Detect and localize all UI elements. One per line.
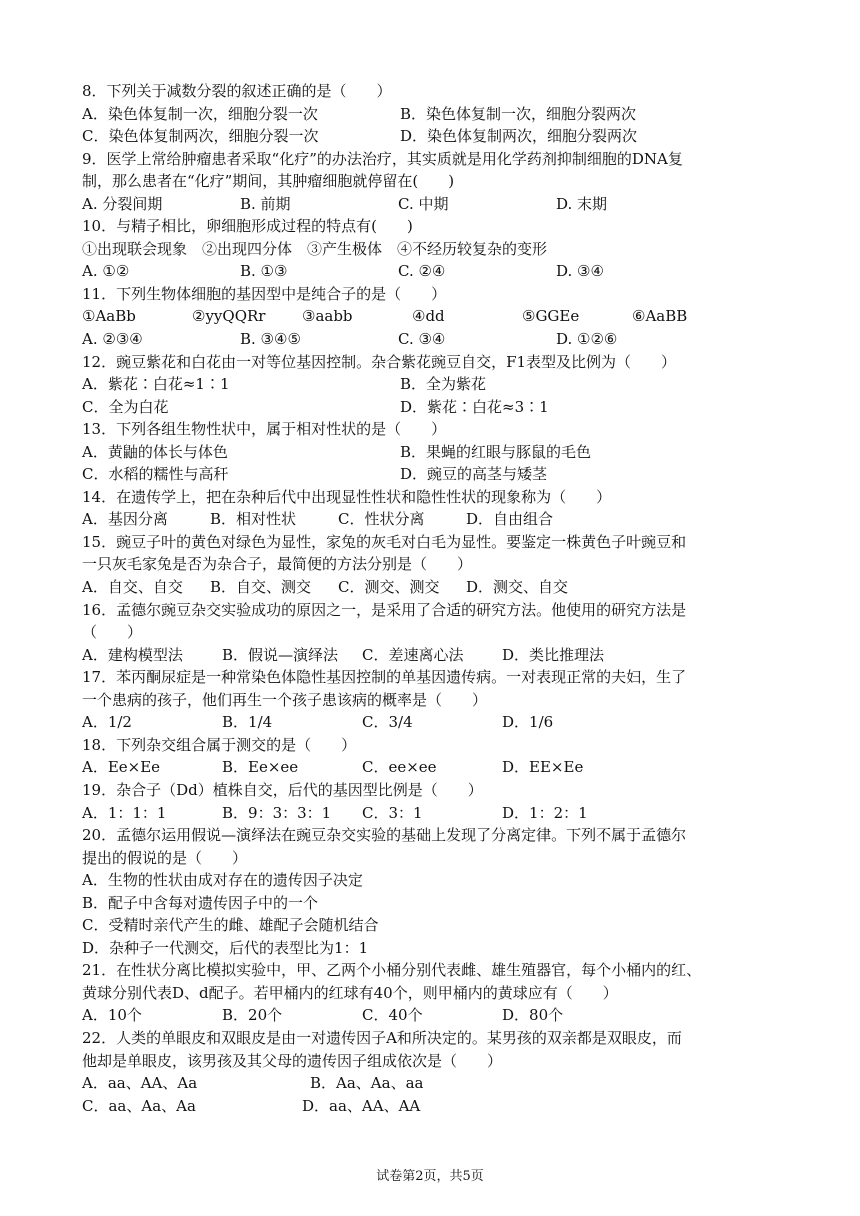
question-stem-cont: 一只灰毛家兔是否为杂合子，最简便的方法分别是（ ） [82, 555, 473, 574]
options-row [82, 1095, 782, 1118]
option-b: B. ①③ [240, 262, 288, 281]
option-d: D．1：2：1 [502, 803, 588, 822]
option-b: B. 前期 [240, 194, 291, 213]
options-row [82, 441, 782, 464]
question-19 [82, 779, 782, 824]
question-17 [82, 666, 782, 734]
option-d: D．EE×Ee [502, 758, 584, 777]
option-b: B．9：3：3：1 [222, 803, 332, 822]
question-16 [82, 599, 782, 667]
genotype-item: ①AaBb [82, 307, 136, 326]
question-stem: 8．下列关于减数分裂的叙述正确的是（ ） [82, 82, 392, 100]
options-row [82, 260, 782, 283]
question-stem-cont: 制，那么患者在“化疗”期间，其肿瘤细胞就停留在( ) [82, 172, 455, 191]
option-a: A．1/2 [82, 713, 132, 732]
options-row [82, 373, 782, 396]
question-stem-cont: 提出的假说的是（ ） [82, 848, 248, 867]
option-c: C．3/4 [362, 713, 413, 732]
question-stem: 9．医学上常给肿瘤患者采取“化疗”的办法治疗，其实质就是用化学药剂抑制细胞的DNA复 [82, 149, 683, 168]
options-row [82, 711, 782, 734]
option-a: A．1：1：1 [82, 803, 167, 822]
option-b: B．Aa、Aa、aa [310, 1074, 424, 1093]
question-stem-cont: 他却是单眼皮，该男孩及其父母的遗传因子组成依次是（ ） [82, 1051, 503, 1070]
exam-page-content [82, 80, 782, 1117]
question-11 [82, 283, 782, 351]
question-stem: 18．下列杂交组合属于测交的是（ ） [82, 735, 357, 754]
option-b: B．20个 [222, 1006, 283, 1025]
option-d: D. 末期 [556, 194, 608, 213]
question-stem: 11．下列生物体细胞的基因型中是纯合子的是（ ） [82, 284, 447, 303]
option-a: A．紫花∶白花≈1∶1 [82, 375, 230, 394]
question-stem: 21．在性状分离比模拟实验中，甲、乙两个小桶分别代表雌、雄生殖器官，每个小桶内的红、 [82, 961, 702, 980]
option-c: C．差速离心法 [362, 645, 464, 664]
option-b: B．相对性状 [210, 510, 297, 529]
options-row [82, 644, 782, 667]
option-c: C．40个 [362, 1006, 423, 1025]
option-a: A. ①② [82, 262, 130, 281]
option-d: D．1/6 [502, 713, 554, 732]
question-9 [82, 148, 782, 216]
option-a: A．生物的性状由成对存在的遗传因子决定 [82, 871, 363, 890]
genotype-item: ③aabb [302, 307, 353, 326]
options-row [82, 802, 782, 825]
genotype-item: ④dd [412, 307, 445, 326]
option-d: D．类比推理法 [502, 645, 605, 664]
question-10 [82, 215, 782, 283]
options-row [82, 463, 782, 486]
question-15 [82, 531, 782, 599]
option-b: B．果蝇的红眼与豚鼠的毛色 [400, 442, 592, 461]
option-a: A．Ee×Ee [82, 758, 161, 777]
question-stem: 22．人类的单眼皮和双眼皮是由一对遗传因子A和所决定的。某男孩的双亲都是双眼皮，而 [82, 1028, 682, 1047]
options-row [82, 193, 782, 216]
option-b: B．配子中含每对遗传因子中的一个 [82, 893, 319, 912]
option-b: B. ③④⑤ [240, 330, 301, 349]
option-a: A．染色体复制一次，细胞分裂一次 [82, 104, 318, 123]
option-d: D．杂种子一代测交，后代的表型比为1：1 [82, 938, 369, 957]
page-footer: 试卷第2页，共5页 [376, 1169, 484, 1184]
question-8 [82, 80, 782, 148]
question-stem: 13．下列各组生物性状中，属于相对性状的是（ ） [82, 420, 447, 439]
question-stem: 20．孟德尔运用假说—演绎法在豌豆杂交实验的基础上发现了分离定律。下列不属于孟德尔 [82, 826, 687, 845]
option-c: C．水稻的糯性与高秆 [82, 465, 229, 484]
option-d: D．aa、AA、AA [302, 1096, 421, 1115]
option-b: B．1/4 [222, 713, 273, 732]
options-row [82, 328, 782, 351]
question-stem-cont: （ ） [82, 623, 143, 642]
option-a: A．aa、AA、Aa [82, 1074, 198, 1093]
option-a: A．黄鼬的体长与体色 [82, 442, 228, 461]
option-c: C．测交、测交 [338, 578, 440, 597]
option-c: C．aa、Aa、Aa [82, 1096, 196, 1115]
option-c: C．染色体复制两次，细胞分裂一次 [82, 127, 319, 146]
option-d: D．自由组合 [466, 510, 554, 529]
option-b: B．自交、测交 [210, 578, 312, 597]
option-a: A．基因分离 [82, 510, 168, 529]
options-row [82, 396, 782, 419]
option-b: B．Ee×ee [222, 758, 299, 777]
option-a: A. ②③④ [82, 330, 143, 349]
question-stem: 10．与精子相比，卵细胞形成过程的特点有( ) [82, 217, 413, 236]
options-row [82, 103, 782, 126]
genotype-item: ⑥AaBB [632, 307, 688, 326]
option-c: C. 中期 [398, 194, 449, 213]
question-20 [82, 824, 782, 959]
question-22 [82, 1027, 782, 1117]
option-a: A．建构模型法 [82, 645, 183, 664]
option-a: A．10个 [82, 1006, 142, 1025]
question-stem: 19．杂合子（Dd）植株自交，后代的基因型比例是（ ） [82, 780, 483, 799]
option-c: C．受精时亲代产生的雌、雄配子会随机结合 [82, 916, 379, 935]
option-d: D．80个 [502, 1006, 564, 1025]
genotype-item: ⑤GGEe [522, 307, 580, 326]
option-c: C．性状分离 [338, 510, 425, 529]
question-stem: 15．豌豆子叶的黄色对绿色为显性，家兔的灰毛对白毛为显性。要鉴定一株黄色子叶豌豆和 [82, 532, 687, 551]
question-stem: 12．豌豆紫花和白花由一对等位基因控制。杂合紫花豌豆自交，F1表型及比例为（ ） [82, 352, 677, 371]
option-b: B．假说—演绎法 [222, 645, 339, 664]
option-b: B．全为紫花 [400, 375, 487, 394]
options-row [82, 508, 782, 531]
question-stem-cont: 黄球分别代表D、d配子。若甲桶内的红球有40个，则甲桶内的黄球应有（ ） [82, 983, 618, 1002]
question-stem: 16．孟德尔豌豆杂交实验成功的原因之一，是采用了合适的研究方法。他使用的研究方法是 [82, 600, 687, 619]
option-d: D．测交、自交 [466, 578, 569, 597]
question-18 [82, 734, 782, 779]
option-c: C．ee×ee [362, 758, 437, 777]
option-c: C. ③④ [398, 330, 446, 349]
option-b: B．染色体复制一次，细胞分裂两次 [400, 104, 637, 123]
question-12 [82, 351, 782, 419]
option-a: A．自交、自交 [82, 578, 183, 597]
question-13 [82, 418, 782, 486]
option-c: C．3：1 [362, 803, 423, 822]
question-stem: 14．在遗传学上，把在杂种后代中出现显性性状和隐性性状的现象称为（ ） [82, 487, 612, 506]
option-d: D. ①②⑥ [556, 330, 618, 349]
options-row [82, 1004, 782, 1027]
option-d: D．紫花∶白花≈3∶1 [400, 397, 549, 416]
question-14 [82, 486, 782, 531]
question-21 [82, 959, 782, 1027]
option-c: C．全为白花 [82, 397, 169, 416]
question-statements: ①出现联会现象 ②出现四分体 ③产生极体 ④不经历较复杂的变形 [82, 239, 548, 258]
options-row [82, 125, 782, 148]
option-c: C. ②④ [398, 262, 446, 281]
option-d: D．染色体复制两次，细胞分裂两次 [400, 127, 638, 146]
options-row [82, 756, 782, 779]
genotype-item: ②yyQQRr [192, 307, 266, 326]
options-row [82, 576, 782, 599]
option-d: D．豌豆的高茎与矮茎 [400, 465, 548, 484]
question-stem-cont: 一个患病的孩子，他们再生一个孩子患该病的概率是（ ） [82, 690, 488, 709]
genotype-list [82, 305, 782, 328]
options-row [82, 1072, 782, 1095]
option-a: A. 分裂间期 [82, 194, 163, 213]
question-stem: 17．苯丙酮尿症是一种常染色体隐性基因控制的单基因遗传病。一对表现正常的夫妇，生了 [82, 668, 687, 687]
option-d: D. ③④ [556, 262, 604, 281]
